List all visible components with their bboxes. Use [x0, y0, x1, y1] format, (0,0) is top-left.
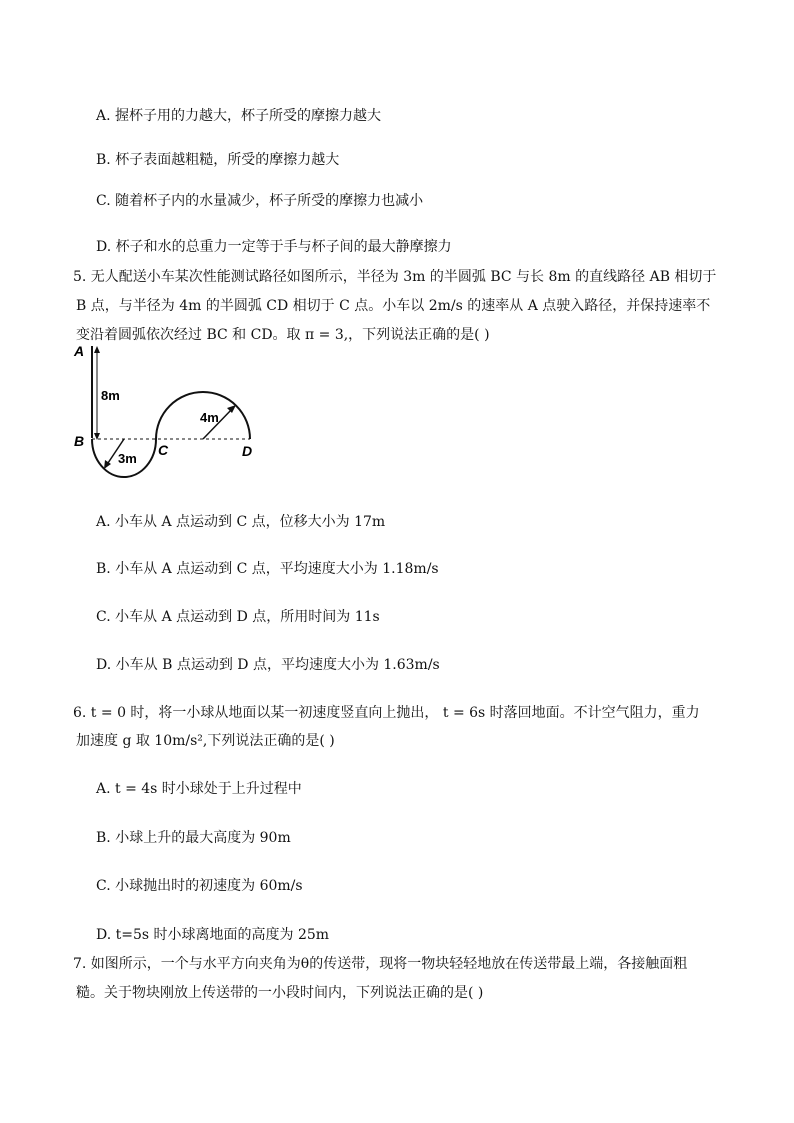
label-length-ab: 8m [101, 388, 120, 403]
label-b: B [74, 433, 85, 449]
q5-option-c: C. 小车从 A 点运动到 D 点，所用时间为 11s [96, 609, 380, 625]
q7-stem-line-2: 糙。关于物块刚放上传送带的一小段时间内，下列说法正确的是( ) [76, 985, 484, 1001]
q6-option-a: A. t = 4s 时小球处于上升过程中 [96, 781, 302, 797]
q5-stem-line-1: 5. 无人配送小车某次性能测试路径如图所示，半径为 3m 的半圆弧 BC 与长 8m 的直线路径 AB 相切于 [73, 269, 717, 285]
q6-option-c: C. 小球抛出时的初速度为 60m/s [96, 878, 303, 894]
q5-option-a: A. 小车从 A 点运动到 C 点，位移大小为 17m [96, 514, 386, 530]
q5-option-b: B. 小车从 A 点运动到 C 点，平均速度大小为 1.18m/s [96, 561, 439, 577]
q4-option-b: B. 杯子表面越粗糙，所受的摩擦力越大 [96, 152, 340, 168]
q5-path-figure [70, 338, 270, 492]
q6-stem-line-1: 6. t = 0 时，将一小球从地面以某一初速度竖直向上抛出， t = 6s 时落回地面。不计空气阻力，重力 [73, 705, 700, 721]
q6-stem-line-2: 加速度 g 取 10m/s²,下列说法正确的是( ) [76, 733, 335, 749]
label-d: D [242, 443, 253, 459]
q4-option-a: A. 握杯子用的力越大，杯子所受的摩擦力越大 [96, 108, 382, 124]
q7-stem-line-1: 7. 如图所示，一个与水平方向夹角为θ的传送带，现将一物块轻轻地放在传送带最上端，各接触面粗 [73, 956, 688, 972]
q6-option-b: B. 小球上升的最大高度为 90m [96, 830, 291, 846]
label-radius-small: 3m [118, 451, 137, 466]
q5-option-d: D. 小车从 B 点运动到 D 点，平均速度大小为 1.63m/s [96, 657, 440, 673]
q5-stem-line-2: B 点，与半径为 4m 的半圆弧 CD 相切于 C 点。小车以 2m/s 的速率从 A 点驶入路径，并保持速率不 [76, 298, 711, 314]
q5-stem-line-3: 变沿着圆弧依次经过 BC 和 CD。取 π = 3,，下列说法正确的是( ) [76, 327, 490, 343]
q5-path-diagram [70, 338, 270, 488]
arrow-up-icon [94, 346, 100, 353]
q4-option-c: C. 随着杯子内的水量减少，杯子所受的摩擦力也减小 [96, 193, 424, 209]
q6-option-d: D. t=5s 时小球离地面的高度为 25m [96, 927, 330, 943]
label-radius-big: 4m [200, 410, 219, 425]
label-a: A [74, 343, 85, 359]
q4-option-d: D. 杯子和水的总重力一定等于手与杯子间的最大静摩擦力 [96, 239, 452, 255]
label-c: C [158, 442, 169, 458]
